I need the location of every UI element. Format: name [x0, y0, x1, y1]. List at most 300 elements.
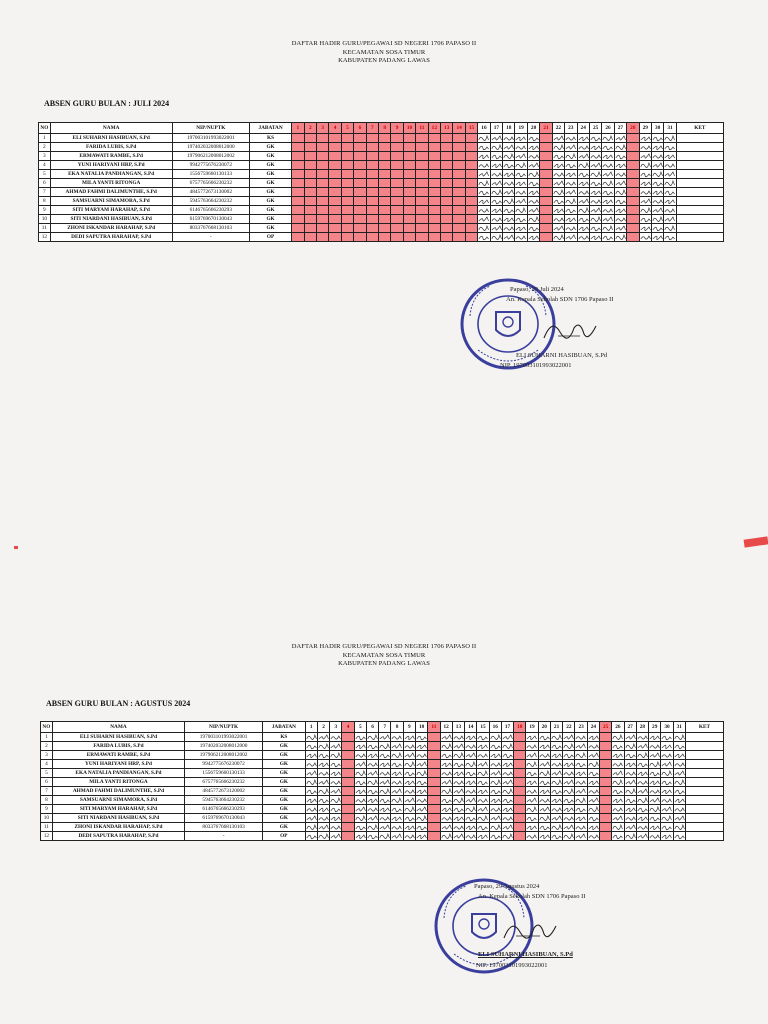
- signature-cell: [636, 832, 648, 841]
- signature-cell: [440, 814, 452, 823]
- signature-cell: [664, 197, 676, 206]
- signature-cell: [391, 796, 403, 805]
- cell-ket: [685, 733, 723, 742]
- signature-cell: [452, 769, 464, 778]
- signature-cell: [624, 733, 636, 742]
- signature-cell: [636, 751, 648, 760]
- signature-cell: [515, 161, 527, 170]
- col-header-day: 18: [503, 123, 515, 134]
- signature-cell: [602, 197, 614, 206]
- signature-cell: [577, 215, 589, 224]
- holiday-cell: [341, 152, 353, 161]
- signature-cell: [330, 796, 342, 805]
- signature-cell: [515, 206, 527, 215]
- doc-header-juli: [0, 40, 768, 66]
- signature-cell: [552, 179, 564, 188]
- holiday-cell: [428, 805, 440, 814]
- cell-nip: -: [185, 832, 263, 841]
- signature-cell: [354, 778, 366, 787]
- col-header-ket: KET: [685, 722, 723, 733]
- holiday-cell: [428, 742, 440, 751]
- signature-cell: [673, 805, 685, 814]
- holiday-cell: [465, 143, 477, 152]
- cell-ket: [685, 769, 723, 778]
- signature-cell: [503, 152, 515, 161]
- col-header-day: 18: [514, 722, 526, 733]
- signature-cell: [515, 233, 527, 242]
- holiday-cell: [403, 188, 415, 197]
- col-header-day: 24: [587, 722, 599, 733]
- holiday-cell: [366, 224, 378, 233]
- cell-jabatan: GK: [263, 760, 306, 769]
- signature-cell: [465, 760, 477, 769]
- signature-cell: [391, 778, 403, 787]
- signature-cell: [416, 787, 428, 796]
- holiday-cell: [416, 134, 428, 143]
- signature-cell: [636, 796, 648, 805]
- col-header-day: 17: [501, 722, 513, 733]
- holiday-cell: [391, 224, 403, 233]
- holiday-cell: [341, 197, 353, 206]
- signature-cell: [465, 796, 477, 805]
- signature-cell: [526, 796, 538, 805]
- signature-cell: [527, 134, 539, 143]
- cell-nip: 197402032008012000: [172, 143, 249, 152]
- cell-ket: [676, 233, 723, 242]
- signature-cell: [440, 823, 452, 832]
- holiday-cell: [391, 143, 403, 152]
- signature-cell: [526, 787, 538, 796]
- holiday-cell: [403, 134, 415, 143]
- col-header-day: 16: [489, 722, 501, 733]
- signature-cell: [587, 742, 599, 751]
- signature-cell: [391, 787, 403, 796]
- col-header-no: NO: [41, 722, 53, 733]
- cell-jabatan: GK: [249, 224, 291, 233]
- holiday-cell: [514, 814, 526, 823]
- signature-cell: [478, 206, 490, 215]
- signature-cell: [602, 206, 614, 215]
- holiday-cell: [316, 170, 328, 179]
- cell-nip: 8033767668130103: [185, 823, 263, 832]
- cell-nip: 197906212008012002: [172, 152, 249, 161]
- signature-cell: [526, 733, 538, 742]
- holiday-cell: [441, 143, 453, 152]
- holiday-cell: [292, 206, 304, 215]
- signature-cell: [416, 769, 428, 778]
- signature-cell: [490, 179, 502, 188]
- red-scan-mark-left: [14, 546, 18, 549]
- holiday-cell: [627, 152, 639, 161]
- signature-cell: [478, 188, 490, 197]
- attendance-table-agustus: [40, 721, 724, 841]
- cell-nip: 197003101993022001: [185, 733, 263, 742]
- table-row: [39, 152, 724, 161]
- signature-cell: [538, 814, 550, 823]
- signature-cell: [501, 823, 513, 832]
- holiday-cell: [366, 215, 378, 224]
- signature-cell: [354, 751, 366, 760]
- col-header-day: 3: [330, 722, 342, 733]
- holiday-cell: [379, 170, 391, 179]
- signature-cell: [490, 224, 502, 233]
- holiday-cell: [453, 206, 465, 215]
- holiday-cell: [354, 197, 366, 206]
- holiday-cell: [403, 215, 415, 224]
- signature-cell: [649, 814, 661, 823]
- holiday-cell: [329, 152, 341, 161]
- holiday-cell: [428, 188, 440, 197]
- holiday-cell: [416, 188, 428, 197]
- holiday-cell: [514, 796, 526, 805]
- cell-ket: [685, 832, 723, 841]
- signature-cell: [661, 814, 673, 823]
- cell-ket: [685, 742, 723, 751]
- signature-cell: [416, 742, 428, 751]
- holiday-cell: [391, 179, 403, 188]
- holiday-cell: [453, 152, 465, 161]
- signature-cell: [515, 134, 527, 143]
- col-header-day: 22: [563, 722, 575, 733]
- holiday-cell: [391, 188, 403, 197]
- signature-cell: [416, 751, 428, 760]
- signature-cell: [305, 832, 317, 841]
- attendance-table-juli: [38, 122, 724, 242]
- holiday-cell: [304, 170, 316, 179]
- signature-cell: [612, 787, 624, 796]
- holiday-cell: [600, 787, 612, 796]
- holiday-cell: [428, 143, 440, 152]
- signature-cell: [664, 161, 676, 170]
- cell-ket: [676, 206, 723, 215]
- signature-cell: [489, 814, 501, 823]
- holiday-cell: [428, 170, 440, 179]
- signature-cell: [305, 760, 317, 769]
- cell-no: 6: [41, 778, 53, 787]
- holiday-cell: [465, 152, 477, 161]
- holiday-cell: [403, 233, 415, 242]
- holiday-cell: [540, 215, 552, 224]
- holiday-cell: [354, 188, 366, 197]
- signature-cell: [503, 179, 515, 188]
- signature-cell: [305, 823, 317, 832]
- col-header-day: 16: [478, 123, 490, 134]
- holiday-cell: [514, 733, 526, 742]
- col-header-day: 9: [403, 722, 415, 733]
- holiday-cell: [342, 778, 354, 787]
- signature-cell: [477, 832, 489, 841]
- signature-cell: [490, 161, 502, 170]
- holiday-cell: [540, 134, 552, 143]
- signature-cell: [624, 814, 636, 823]
- signature-cell: [501, 760, 513, 769]
- signature-cell: [515, 170, 527, 179]
- signature-cell: [527, 233, 539, 242]
- cell-ket: [676, 170, 723, 179]
- table-row: [41, 742, 724, 751]
- holiday-cell: [342, 832, 354, 841]
- signature-cell: [673, 814, 685, 823]
- signature-cell: [465, 814, 477, 823]
- signature-cell: [391, 805, 403, 814]
- holiday-cell: [304, 152, 316, 161]
- signature-cell: [379, 751, 391, 760]
- cell-nip: 6159769670130043: [172, 215, 249, 224]
- signature-cell: [379, 769, 391, 778]
- col-header-day: 8: [379, 123, 391, 134]
- signature-cell: [354, 742, 366, 751]
- signature-cell: [612, 805, 624, 814]
- cell-nip: 8033767668130103: [172, 224, 249, 233]
- signature-cell: [575, 832, 587, 841]
- signature-cell: [526, 832, 538, 841]
- holiday-cell: [514, 760, 526, 769]
- signature-cell: [661, 778, 673, 787]
- cell-no: 12: [41, 832, 53, 841]
- signature-cell: [602, 215, 614, 224]
- signature-cell: [639, 197, 651, 206]
- cell-jabatan: GK: [263, 787, 306, 796]
- cell-nama: EKA NATALIA PANDIANGAN, S.Pd: [52, 769, 184, 778]
- signature-cell: [330, 832, 342, 841]
- holiday-cell: [329, 161, 341, 170]
- signature-cell: [651, 170, 663, 179]
- signature-cell: [589, 152, 601, 161]
- holiday-cell: [465, 134, 477, 143]
- signature-cell: [538, 778, 550, 787]
- holiday-cell: [627, 134, 639, 143]
- cell-jabatan: KS: [263, 733, 306, 742]
- holiday-cell: [304, 206, 316, 215]
- signature-cell: [379, 742, 391, 751]
- table-row: [41, 733, 724, 742]
- col-header-day: 10: [416, 722, 428, 733]
- cell-no: 3: [41, 751, 53, 760]
- signature-on-behalf-agustus: An. Kepala Sekolah SDN 1706 Papaso II: [478, 893, 586, 900]
- signature-cell: [526, 823, 538, 832]
- cell-nip: 197906212008012002: [185, 751, 263, 760]
- signature-cell: [661, 787, 673, 796]
- signature-cell: [565, 197, 577, 206]
- signature-cell: [317, 733, 329, 742]
- signature-cell: [636, 742, 648, 751]
- signature-cell: [452, 751, 464, 760]
- col-header-day: 26: [602, 123, 614, 134]
- signature-cell: [391, 769, 403, 778]
- table-row: [39, 233, 724, 242]
- signature-name-juli: ELI SUHARNI HASIBUAN, S.Pd: [516, 352, 608, 359]
- signature-cell: [664, 170, 676, 179]
- col-header-day: 6: [366, 722, 378, 733]
- signature-cell: [589, 161, 601, 170]
- signature-cell: [489, 778, 501, 787]
- holiday-cell: [540, 188, 552, 197]
- cell-nip: 197402032008012000: [185, 742, 263, 751]
- holiday-cell: [341, 224, 353, 233]
- cell-nama: SITI MARYAM HARAHAP, S.Pd: [52, 805, 184, 814]
- signature-cell: [317, 769, 329, 778]
- signature-cell: [587, 814, 599, 823]
- signature-cell: [440, 787, 452, 796]
- signature-cell: [478, 134, 490, 143]
- signature-cell: [664, 152, 676, 161]
- holiday-cell: [341, 215, 353, 224]
- signature-cell: [651, 188, 663, 197]
- signature-cell: [452, 742, 464, 751]
- holiday-cell: [366, 161, 378, 170]
- col-header-day: 19: [526, 722, 538, 733]
- signature-cell: [538, 733, 550, 742]
- signature-cell: [651, 224, 663, 233]
- signature-cell: [526, 742, 538, 751]
- signature-cell: [379, 805, 391, 814]
- holiday-cell: [514, 769, 526, 778]
- holiday-cell: [428, 233, 440, 242]
- signature-cell: [538, 823, 550, 832]
- signature-cell: [403, 769, 415, 778]
- signature-cell: [550, 733, 562, 742]
- cell-nama: DEDI SAPUTRA HARAHAP, S.Pd: [50, 233, 172, 242]
- signature-cell: [440, 742, 452, 751]
- holiday-cell: [316, 233, 328, 242]
- holiday-cell: [341, 134, 353, 143]
- signature-cell: [651, 179, 663, 188]
- cell-no: 6: [39, 179, 51, 188]
- signature-cell: [577, 233, 589, 242]
- holiday-cell: [391, 233, 403, 242]
- signature-cell: [673, 751, 685, 760]
- signature-cell: [664, 143, 676, 152]
- table-row: [41, 769, 724, 778]
- signature-cell: [366, 787, 378, 796]
- cell-nama: SAMSUARNI SIMAMORA, S.Pd: [52, 796, 184, 805]
- col-header-day: 23: [575, 722, 587, 733]
- signature-cell: [477, 742, 489, 751]
- cell-nip: 1556759660130133: [172, 170, 249, 179]
- signature-cell: [612, 796, 624, 805]
- signature-cell: [614, 206, 626, 215]
- cell-nip: 5945763664230232: [172, 197, 249, 206]
- holiday-cell: [465, 170, 477, 179]
- signature-cell: [565, 134, 577, 143]
- signature-cell: [391, 742, 403, 751]
- holiday-cell: [441, 134, 453, 143]
- signature-cell: [673, 823, 685, 832]
- cell-nip: 9942775676230072: [172, 161, 249, 170]
- signature-cell: [602, 134, 614, 143]
- holiday-cell: [627, 143, 639, 152]
- table-row: [41, 760, 724, 769]
- holiday-cell: [465, 188, 477, 197]
- signature-cell: [489, 733, 501, 742]
- holiday-cell: [627, 161, 639, 170]
- holiday-cell: [453, 179, 465, 188]
- signature-cell: [490, 152, 502, 161]
- signature-cell: [379, 796, 391, 805]
- holiday-cell: [379, 233, 391, 242]
- cell-jabatan: GK: [263, 805, 306, 814]
- holiday-cell: [329, 188, 341, 197]
- signature-cell: [403, 733, 415, 742]
- signature-cell: [501, 769, 513, 778]
- col-header-day: 25: [589, 123, 601, 134]
- signature-cell: [552, 224, 564, 233]
- signature-cell: [577, 143, 589, 152]
- holiday-cell: [316, 161, 328, 170]
- signature-cell: [552, 206, 564, 215]
- signature-cell: [330, 760, 342, 769]
- signature-cell: [490, 134, 502, 143]
- cell-nip: 197003101993022001: [172, 134, 249, 143]
- signature-cell: [317, 787, 329, 796]
- header-line-3: KABUPATEN PADANG LAWAS: [338, 660, 430, 667]
- holiday-cell: [342, 733, 354, 742]
- holiday-cell: [453, 224, 465, 233]
- signature-cell: [624, 778, 636, 787]
- handwritten-signature-juli: [540, 316, 600, 344]
- cell-ket: [676, 143, 723, 152]
- signature-cell: [550, 760, 562, 769]
- signature-cell: [651, 161, 663, 170]
- col-header-day: 1: [305, 722, 317, 733]
- signature-cell: [649, 733, 661, 742]
- holiday-cell: [428, 134, 440, 143]
- holiday-cell: [391, 134, 403, 143]
- holiday-cell: [514, 778, 526, 787]
- signature-cell: [330, 787, 342, 796]
- cell-ket: [676, 179, 723, 188]
- cell-no: 9: [39, 206, 51, 215]
- signature-cell: [550, 787, 562, 796]
- cell-nip: 4845772673130002: [172, 188, 249, 197]
- col-header-day: 4: [342, 722, 354, 733]
- signature-cell: [575, 742, 587, 751]
- cell-nama: ZHONI ISKANDAR HARAHAP, S.Pd: [50, 224, 172, 233]
- signature-cell: [661, 796, 673, 805]
- cell-ket: [685, 823, 723, 832]
- signature-cell: [614, 134, 626, 143]
- holiday-cell: [428, 197, 440, 206]
- signature-cell: [305, 805, 317, 814]
- signature-cell: [589, 188, 601, 197]
- cell-ket: [685, 805, 723, 814]
- holiday-cell: [341, 188, 353, 197]
- signature-cell: [477, 796, 489, 805]
- signature-cell: [366, 769, 378, 778]
- holiday-cell: [416, 179, 428, 188]
- signature-cell: [354, 832, 366, 841]
- signature-cell: [589, 233, 601, 242]
- signature-cell: [305, 814, 317, 823]
- signature-cell: [552, 152, 564, 161]
- col-header-day: 31: [664, 123, 676, 134]
- holiday-cell: [428, 814, 440, 823]
- signature-cell: [649, 823, 661, 832]
- cell-nama: ZHONI ISKANDAR HARAHAP, S.Pd: [52, 823, 184, 832]
- holiday-cell: [391, 170, 403, 179]
- cell-ket: [676, 161, 723, 170]
- signature-cell: [624, 805, 636, 814]
- cell-ket: [676, 224, 723, 233]
- cell-nama: FARIDA LUBIS, S.Pd: [52, 742, 184, 751]
- signature-cell: [661, 769, 673, 778]
- holiday-cell: [341, 161, 353, 170]
- signature-cell: [575, 823, 587, 832]
- table-row: [41, 814, 724, 823]
- holiday-cell: [342, 769, 354, 778]
- holiday-cell: [366, 197, 378, 206]
- table-row: [39, 161, 724, 170]
